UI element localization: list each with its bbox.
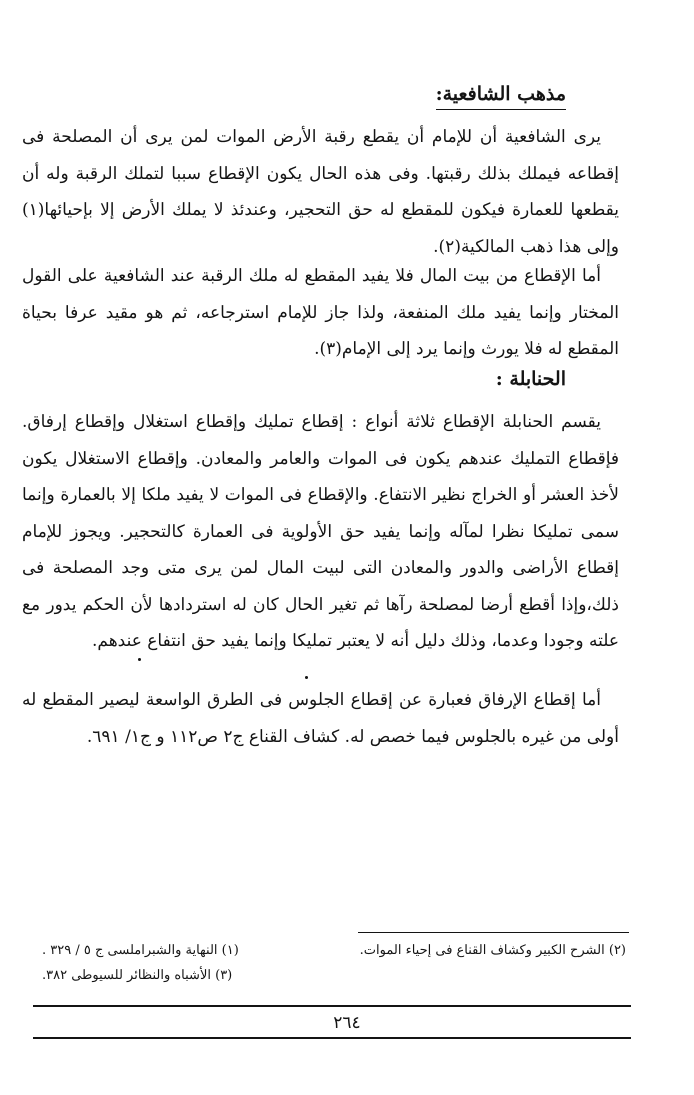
ink-speck <box>138 658 141 661</box>
paragraph-hanabila-2 <box>22 682 619 755</box>
footnote-row <box>42 963 626 988</box>
paragraph-text: يرى الشافعية أن للإمام أن يقطع رقبة الأرض الموات لمن يرى أن المصلحة فى إقطاعه فيملك بذلك رقبتها. وفى هذه الحال يكون الإقطاع سببا لتملك الرقبة وله أن يقطعها للعمارة فيكون للمقطع له حق التحجير، وعندئذ لا يملك الأرض إلا بإحيائها(١) وإلى هذا ذهب المالكية(٢). <box>22 127 619 257</box>
paragraph-text: يقسم الحنابلة الإقطاع ثلاثة أنواع : إقطاع تمليك وإقطاع استغلال وإقطاع إرفاق. فإقطاع التمليك عندهم يكون فى الموات والعامر والمعادن. وإقطاع الاستغلال يكون لأخذ العشر أو الخراج نظير الانتفاع. والإقطاع فى الموات لا يفيد ملكا إلا بالعمارة وإنما سمى تمليكا نظرا لمآله وإنما يفيد حق الأولوية فى العمارة كالتحجير. ويجوز للإمام إقطاع الأراضى والدور والمعادن التى لبيت المال لمن يرى متى وجد المصلحة فى ذلك،وإذا أقطع أرضا لمصلحة رآها ثم تغير الحال كان له استردادها لأن الحكم يدور مع علته وجودا وعدما، وذلك دليل أنه لا يعتبر تمليكا وإنما يفيد حق انتفاع عندهم. <box>22 412 619 651</box>
paragraph-hanabila-1 <box>22 404 619 660</box>
paragraph-shafii-1 <box>22 119 619 265</box>
section-heading-shafii: مذهب الشافعية: <box>436 80 566 110</box>
paragraph-text: أما الإقطاع من بيت المال فلا يفيد المقطع له ملك الرقبة عند الشافعية على القول المختار وإنما يفيد ملك المنفعة، ولذا جاز للإمام استرجاعه، ثم هو مقيد عرفا بحياة المقطع له فلا يورث وإنما يرد إلى الإمام(٣). <box>22 266 619 359</box>
footnote-row <box>42 938 626 963</box>
footnotes <box>42 938 626 988</box>
footer-rule-bottom <box>33 1037 631 1039</box>
ink-speck <box>305 676 308 679</box>
paragraph-text: أما إقطاع الإرفاق فعبارة عن إقطاع الجلوس فى الطرق الواسعة ليصير المقطع له أولى من غيره بالجلوس فيما خصص له. كشاف القناع ج٢ ص١١٢ و ج١/ ٦٩١. <box>22 690 619 747</box>
footnote-3: (٣) الأشباه والنظائر للسيوطى ٣٨٢. <box>42 968 233 983</box>
footnote-separator <box>358 932 629 933</box>
section-heading-hanabila: الحنابلة : <box>495 368 566 390</box>
footnote-2: (٢) الشرح الكبير وكشاف القناع فى إحياء الموات. <box>359 943 626 958</box>
footnote-1: (١) النهاية والشبراملسى ج ٥ / ٣٢٩ . <box>42 943 239 958</box>
footer-rule-top <box>33 1005 631 1007</box>
page-number: ٢٦٤ <box>333 1013 361 1033</box>
paragraph-shafii-2 <box>22 258 619 368</box>
